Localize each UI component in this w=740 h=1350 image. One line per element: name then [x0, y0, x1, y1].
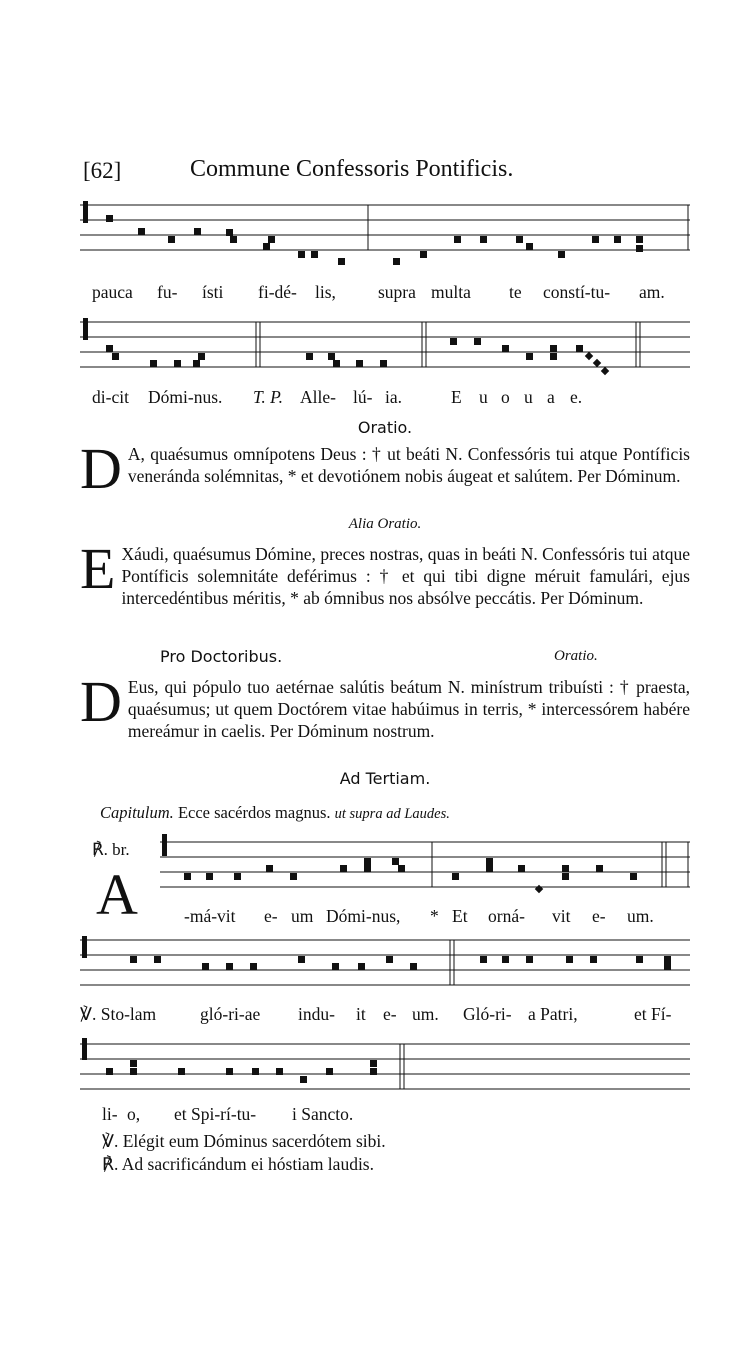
- lyric: pauca: [92, 282, 133, 302]
- lyric: u: [524, 387, 533, 407]
- lyric: T. P.: [253, 387, 283, 407]
- drop-cap: E: [80, 536, 116, 601]
- oratio-2: [80, 536, 690, 609]
- lyric: indu-: [298, 1004, 335, 1024]
- lyric: vit: [552, 906, 571, 926]
- oratio-3-text: Eus, qui pópulo tuo aetérnae salútis beátum N. minístrum tribuísti : † praesta, quaésumus; ut quem Doctórem vitae habúimus in terris, * intercessórem habére mereámur in caelis. Per Dóminum nostrum.: [127, 677, 690, 741]
- alia-oratio-heading: Alia Oratio.: [348, 516, 422, 532]
- lyric: Dómi-nus,: [326, 906, 401, 926]
- lyric: a: [547, 387, 555, 407]
- lyric: um.: [627, 906, 654, 926]
- lyric: li-: [102, 1104, 118, 1124]
- lyric: lú-: [353, 387, 373, 407]
- oratio-heading: Oratio.: [357, 418, 413, 437]
- chant-staff-5: [80, 1030, 690, 1100]
- oratio-1: [80, 436, 690, 501]
- lyric: e-: [592, 906, 606, 926]
- lyric: e.: [570, 387, 583, 407]
- lyric: supra: [378, 282, 416, 302]
- lyric: u: [479, 387, 488, 407]
- lyric: e-: [383, 1004, 397, 1024]
- lyric: um.: [412, 1004, 439, 1024]
- lyric: et Fí-: [634, 1004, 672, 1024]
- lyric: ℣. Sto-lam: [80, 1004, 157, 1024]
- lyric: te: [509, 282, 522, 302]
- lyric: um: [291, 906, 314, 926]
- lyric: orná-: [488, 906, 525, 926]
- chant-staff-3: [160, 832, 690, 902]
- lyric: -má-vit: [184, 906, 236, 926]
- lyric: Dómi-nus.: [148, 387, 223, 407]
- oratio-3: [80, 669, 690, 742]
- versicle: ℣. Elégit eum Dóminus sacerdótem sibi.: [102, 1131, 386, 1151]
- lyric: E: [451, 387, 462, 407]
- oratio-2-text: Xáudi, quaésumus Dómine, preces nostras, quas in beáti N. Confessóris tui atque Pontíficis solemnitáte deférimus : † et qui tibi digne méruit famulári, ejus intercedéntibus méritis, * ab ómnibus nos absólve peccátis. Per Dóminum.: [121, 544, 690, 608]
- lyric: e-: [264, 906, 278, 926]
- drop-cap: D: [80, 669, 122, 734]
- pro-doctoribus-heading: Pro Doctoribus.: [160, 647, 283, 666]
- lyric: i Sancto.: [292, 1104, 354, 1124]
- lyric: ísti: [202, 282, 224, 302]
- lyric: *: [430, 906, 439, 926]
- lyric: ia.: [385, 387, 403, 407]
- pro-doctoribus-subheading: Oratio.: [554, 648, 598, 664]
- lyric: o,: [127, 1104, 141, 1124]
- oratio-1-text: A, quaésumus omnípotens Deus : † ut beáti N. Confessóris tui atque Pontíficis veneránda solémnitas, * et devotiónem nobis áugeat et salútem. Per Dóminum.: [127, 444, 690, 486]
- ad-tertiam-heading: Ad Tertiam.: [339, 769, 431, 788]
- lyric: it: [356, 1004, 366, 1024]
- chant-staff-1: [80, 195, 690, 275]
- lyric: multa: [431, 282, 471, 302]
- lyric: a Patri,: [528, 1004, 578, 1024]
- lyric: Et: [452, 906, 468, 926]
- lyric: di-cit: [92, 387, 129, 407]
- response: ℟. Ad sacrificándum ei hóstiam laudis.: [102, 1154, 374, 1174]
- lyric: Alle-: [300, 387, 336, 407]
- lyric: Gló-ri-: [463, 1004, 512, 1024]
- lyric: lis,: [315, 282, 336, 302]
- drop-cap: D: [80, 436, 122, 501]
- lyric: fu-: [157, 282, 178, 302]
- chant-staff-2: [80, 312, 690, 382]
- lyric: am.: [639, 282, 665, 302]
- responsory-initial: A: [96, 862, 138, 927]
- capitulum: [100, 803, 450, 823]
- page-title: Commune Confessoris Pontificis.: [190, 156, 514, 182]
- lyric: et Spi-rí-tu-: [174, 1104, 257, 1124]
- chant-staff-4: [80, 930, 690, 1002]
- responsory-label: ℟. br.: [92, 840, 130, 859]
- capitulum-text: Ecce sacérdos magnus.: [177, 803, 331, 822]
- page-number: [62]: [83, 158, 122, 183]
- neumes-4: [82, 936, 671, 970]
- capitulum-label: Capitulum.: [100, 803, 174, 822]
- lyric: gló-ri-ae: [200, 1004, 261, 1024]
- neumes-5: [82, 1038, 377, 1083]
- lyric: fi-dé-: [258, 282, 297, 302]
- neumes-1: [83, 201, 643, 265]
- lyric: constí-tu-: [543, 282, 611, 302]
- neumes-3: [162, 834, 637, 893]
- lyric: o: [501, 387, 510, 407]
- capitulum-reference: ut supra ad Laudes.: [334, 806, 450, 822]
